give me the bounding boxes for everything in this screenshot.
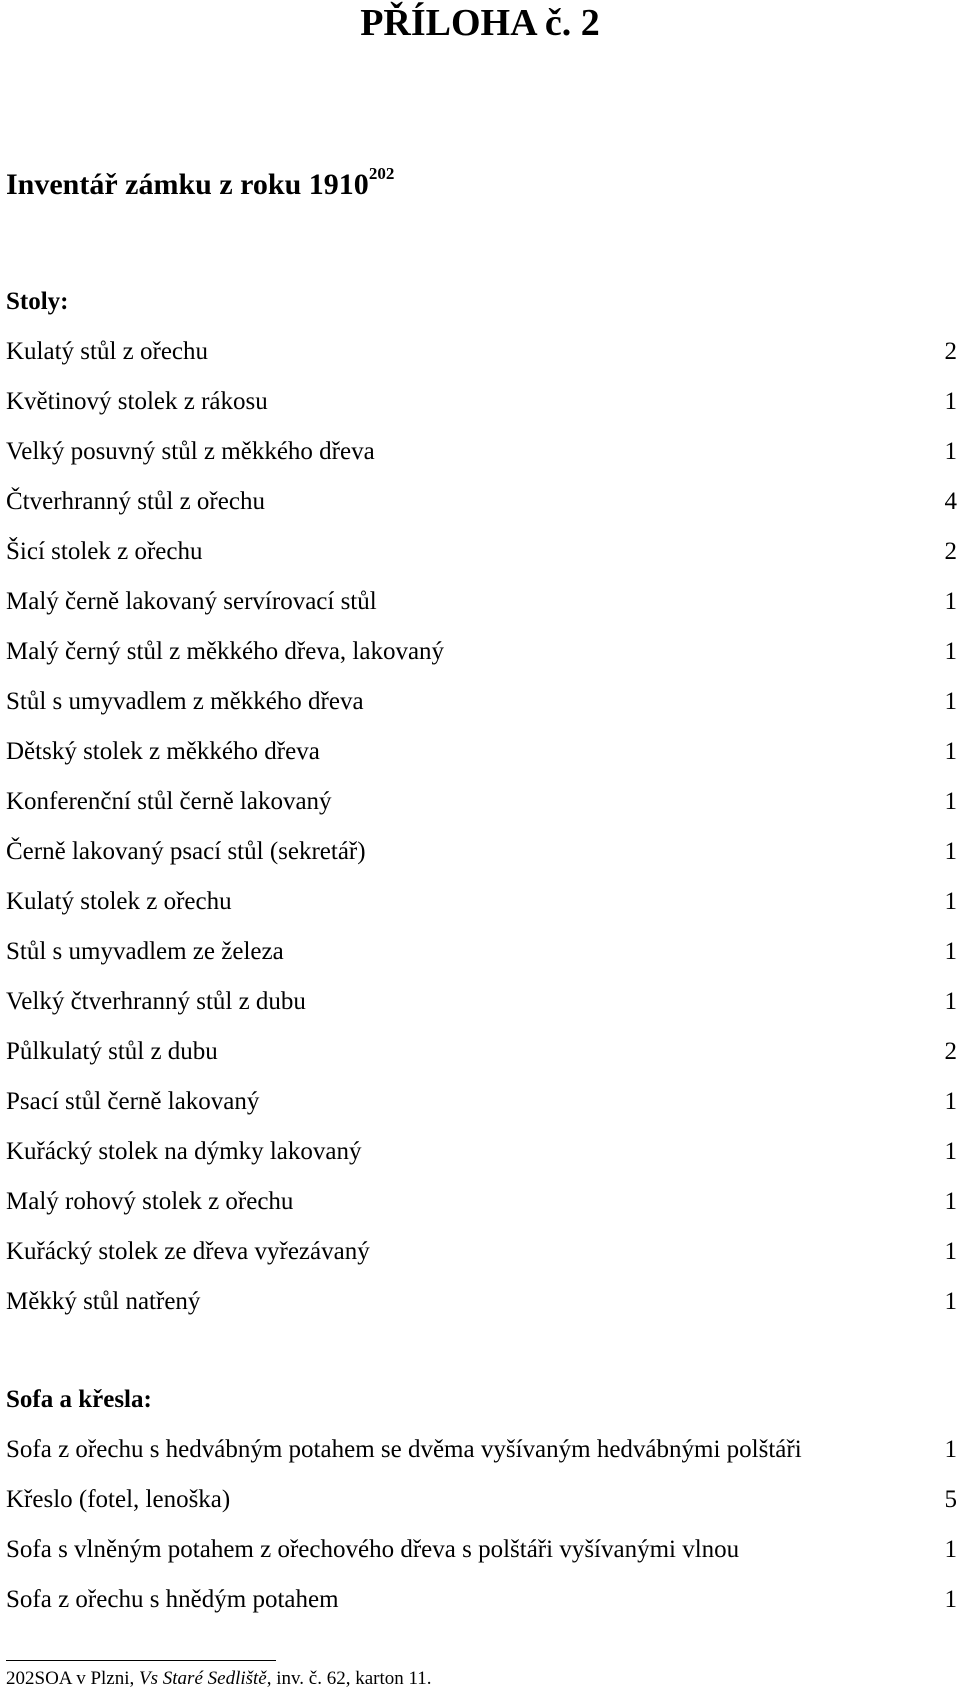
inventory-item	[6, 537, 957, 587]
item-quantity: 5	[944, 1486, 957, 1513]
inventory-item	[6, 1485, 957, 1535]
item-quantity: 1	[944, 688, 957, 715]
section-sofas-armchairs	[6, 1385, 957, 1635]
inventory-item	[6, 1087, 957, 1137]
document-heading	[6, 160, 394, 203]
item-quantity: 1	[944, 588, 957, 615]
inventory-item	[6, 1287, 957, 1337]
item-quantity: 1	[944, 1436, 957, 1463]
inventory-item	[6, 787, 957, 837]
inventory-item	[6, 1137, 957, 1187]
inventory-item	[6, 687, 957, 737]
item-quantity: 1	[944, 1586, 957, 1613]
item-quantity: 1	[944, 1138, 957, 1165]
item-name: Kulatý stolek z ořechu	[6, 888, 232, 915]
item-name: Měkký stůl natřený	[6, 1288, 201, 1315]
item-name: Velký posuvný stůl z měkkého dřeva	[6, 438, 375, 465]
footnote	[6, 1667, 432, 1691]
item-quantity: 1	[944, 438, 957, 465]
item-quantity: 1	[944, 1238, 957, 1265]
item-quantity: 1	[944, 838, 957, 865]
section-tables	[6, 287, 957, 1337]
item-quantity: 1	[944, 1188, 957, 1215]
item-name: Velký čtverhranný stůl z dubu	[6, 988, 306, 1015]
inventory-item	[6, 1435, 957, 1485]
item-name: Malý rohový stolek z ořechu	[6, 1188, 294, 1215]
inventory-item	[6, 837, 957, 887]
inventory-item	[6, 387, 957, 437]
item-name: Kulatý stůl z ořechu	[6, 338, 209, 365]
item-quantity: 1	[944, 788, 957, 815]
inventory-item	[6, 337, 957, 387]
item-name: Sofa s vlněným potahem z ořechového dřeva s polštáři vyšívanými vlnou	[6, 1536, 740, 1563]
item-name: Sofa z ořechu s hnědým potahem	[6, 1586, 339, 1613]
inventory-list	[6, 1435, 957, 1635]
item-name: Kuřácký stolek na dýmky lakovaný	[6, 1138, 362, 1165]
inventory-item	[6, 1187, 957, 1237]
inventory-item	[6, 887, 957, 937]
item-name: Sofa z ořechu s hedvábným potahem se dvěma vyšívaným hedvábnými polštáři	[6, 1436, 802, 1463]
section-title: Stoly:	[6, 288, 69, 315]
item-name: Kuřácký stolek ze dřeva vyřezávaný	[6, 1238, 370, 1265]
inventory-list	[6, 337, 957, 1337]
item-quantity: 2	[944, 338, 957, 365]
item-name: Křeslo (fotel, lenoška)	[6, 1486, 231, 1513]
footnote-collection: Vs Staré Sedliště	[139, 1668, 267, 1689]
inventory-item	[6, 437, 957, 487]
section-title: Sofa a křesla:	[6, 1386, 152, 1413]
item-quantity: 1	[944, 738, 957, 765]
item-name: Stůl s umyvadlem z měkkého dřeva	[6, 688, 364, 715]
item-quantity: 2	[944, 538, 957, 565]
item-name: Stůl s umyvadlem ze železa	[6, 938, 284, 965]
item-quantity: 2	[944, 1038, 957, 1065]
item-quantity: 1	[944, 638, 957, 665]
footnote-number: 202	[6, 1668, 35, 1689]
item-quantity: 1	[944, 888, 957, 915]
item-name: Půlkulatý stůl z dubu	[6, 1038, 218, 1065]
inventory-item	[6, 1037, 957, 1087]
inventory-item	[6, 737, 957, 787]
item-name: Malý černě lakovaný servírovací stůl	[6, 588, 377, 615]
item-quantity: 1	[944, 1288, 957, 1315]
item-quantity: 1	[944, 988, 957, 1015]
item-name: Malý černý stůl z měkkého dřeva, lakovaný	[6, 638, 445, 665]
item-quantity: 1	[944, 1088, 957, 1115]
item-name: Konferenční stůl černě lakovaný	[6, 788, 332, 815]
item-quantity: 1	[944, 938, 957, 965]
footnote-location: , inv. č. 62, karton 11.	[266, 1668, 432, 1689]
item-name: Psací stůl černě lakovaný	[6, 1088, 260, 1115]
item-name: Čtverhranný stůl z ořechu	[6, 488, 265, 515]
item-quantity: 1	[944, 388, 957, 415]
item-name: Květinový stolek z rákosu	[6, 388, 268, 415]
footnote-source: SOA v Plzni,	[34, 1668, 140, 1689]
item-name: Dětský stolek z měkkého dřeva	[6, 738, 320, 765]
inventory-item	[6, 1535, 957, 1585]
heading-text: Inventář zámku z roku 1910	[6, 168, 369, 201]
inventory-item	[6, 1237, 957, 1287]
item-name: Černě lakovaný psací stůl (sekretář)	[6, 838, 366, 865]
footnote-divider	[6, 1660, 276, 1661]
item-name: Šicí stolek z ořechu	[6, 538, 203, 565]
inventory-item	[6, 1585, 957, 1635]
inventory-item	[6, 987, 957, 1037]
inventory-item	[6, 637, 957, 687]
appendix-title: PŘÍLOHA č. 2	[360, 2, 600, 44]
inventory-item	[6, 937, 957, 987]
item-quantity: 1	[944, 1536, 957, 1563]
inventory-item	[6, 487, 957, 537]
footnote-reference: 202	[368, 164, 395, 183]
item-quantity: 4	[944, 488, 957, 515]
inventory-item	[6, 587, 957, 637]
